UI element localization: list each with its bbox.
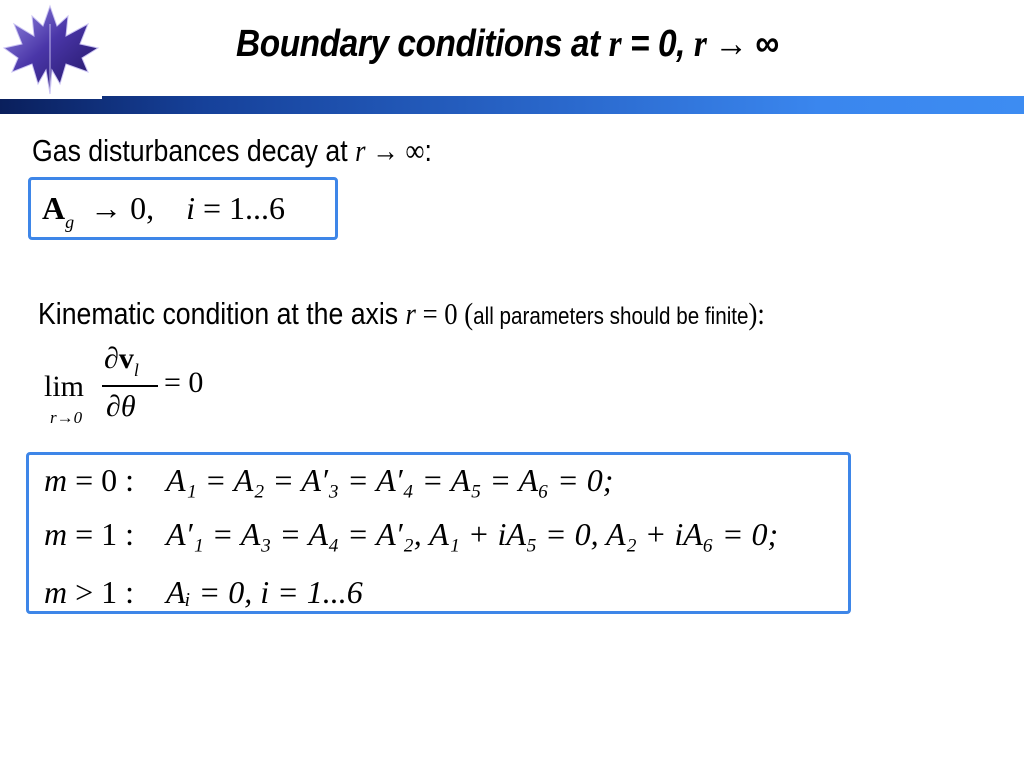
maple-leaf-logo xyxy=(0,0,104,98)
mode-row-m1: m = 1 : A′₁ = A₃ = A₄ = A′₂, A₁ + iA₅ = 0, A₂ + iA₆ = 0; xyxy=(44,516,779,552)
gas-disturbances-text: Gas disturbances decay at r → ∞: xyxy=(32,133,432,168)
gas-decay-equation: $A_g \to 0$, i = 1...6 xyxy=(42,190,286,232)
kinematic-condition-text: Kinematic condition at the axis r = 0 (all parameters should be finite): xyxy=(38,296,765,331)
slide-title: Boundary conditions at r = 0, r → ∞ xyxy=(236,23,779,65)
limit-expression: lim r→0 $\partial v_l$ ∂θ = 0 xyxy=(44,342,204,427)
fraction-bar xyxy=(102,385,158,387)
header-band xyxy=(0,96,1024,114)
mode-row-m-gt1: m > 1 : Aᵢ = 0, i = 1...6 xyxy=(44,574,363,610)
header-band-highlight xyxy=(0,96,102,99)
mode-row-m0: m = 0 : A₁ = A₂ = A′₃ = A′₄ = A₅ = A₆ = 0; xyxy=(44,462,614,498)
